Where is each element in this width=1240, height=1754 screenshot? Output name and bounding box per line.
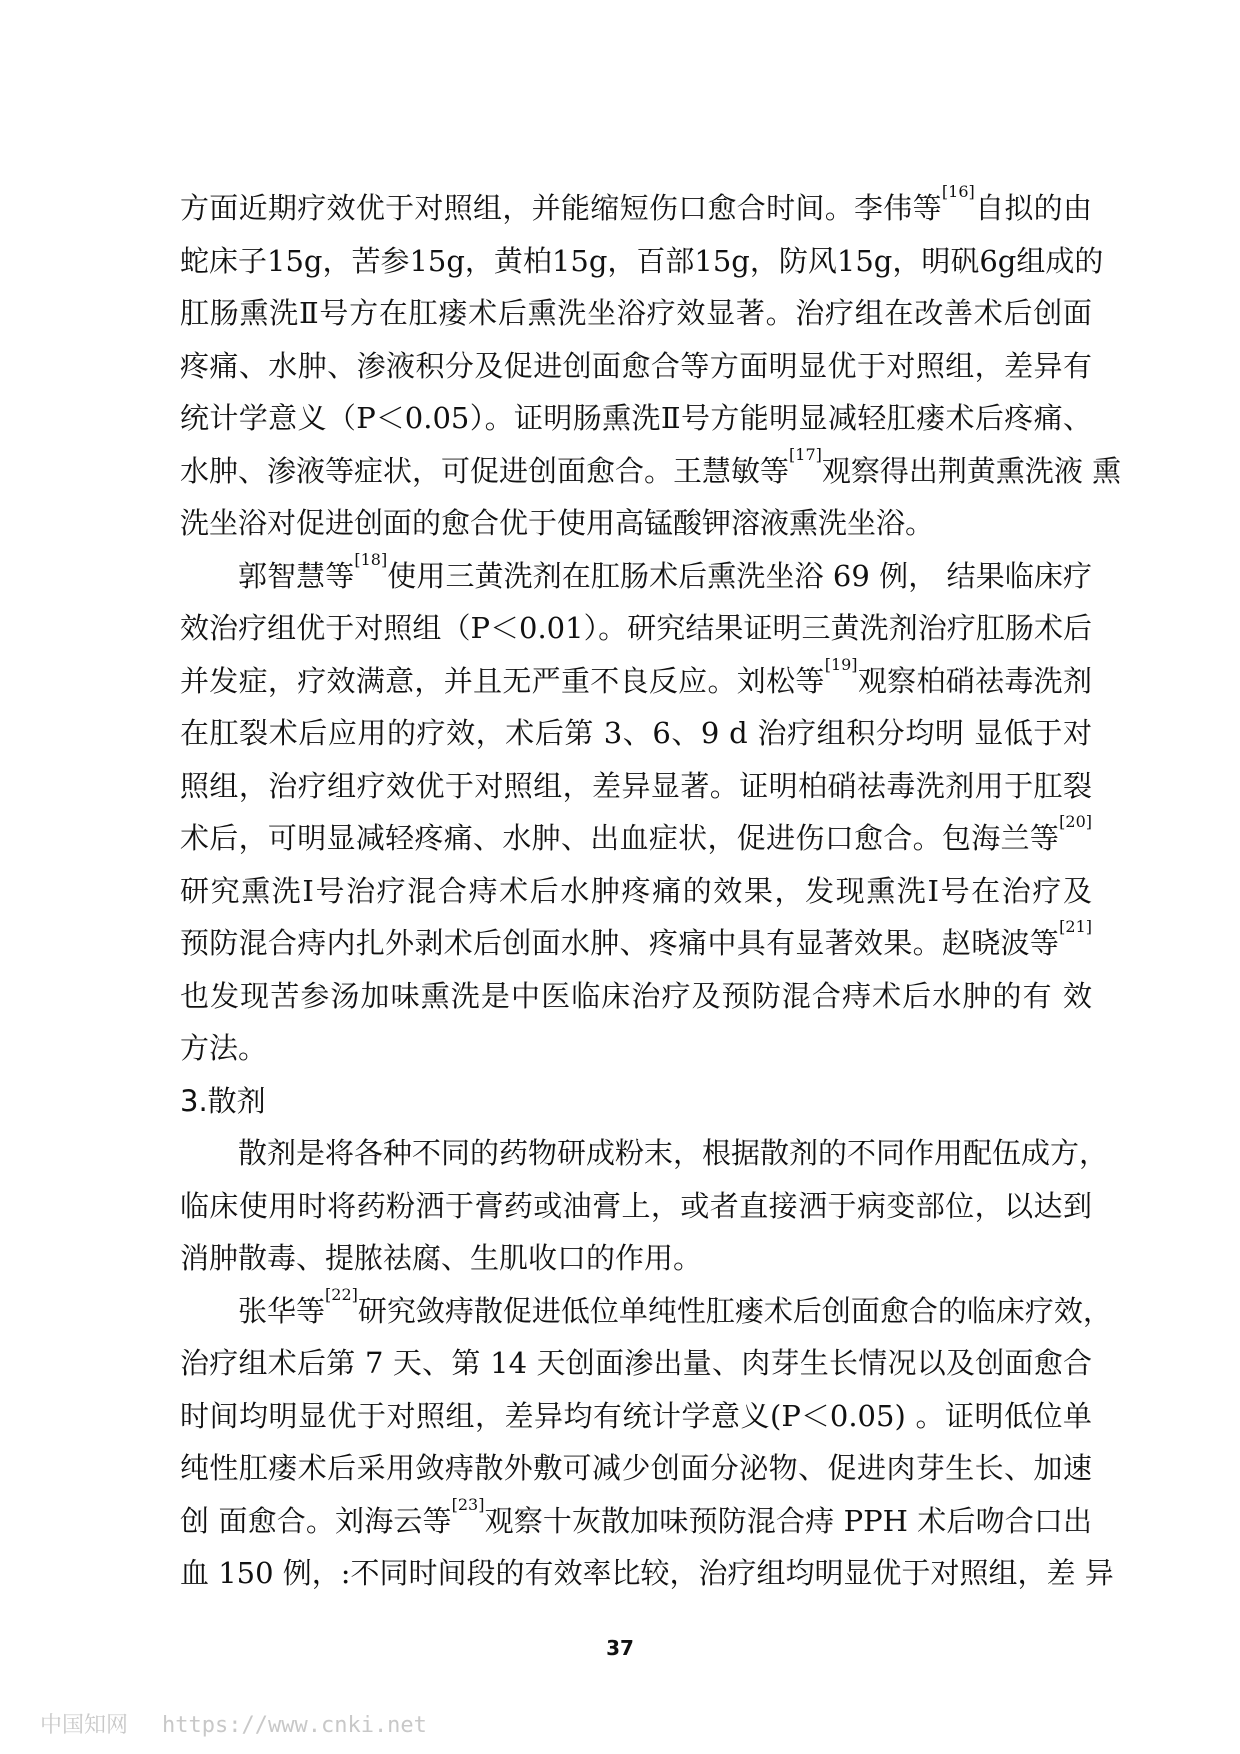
watermark-url: https://www.cnki.net — [162, 1713, 427, 1738]
text-line: 洗坐浴对促进创面的愈合优于使用高锰酸钾溶液熏洗坐浴。 — [180, 506, 935, 540]
text-line: 散剂是将各种不同的药物研成粉末，根据散剂的不同作用配伍成方， — [238, 1136, 1109, 1170]
text-line: 并发症，疗效满意，并且无严重不良反应。刘松等[19]观察柏硝祛毒洗剂 — [180, 654, 1092, 698]
text-line: 研究熏洗Ⅰ号治疗混合痔术后水肿疼痛的效果，发现熏洗Ⅰ号在治疗及 — [180, 873, 1092, 908]
text-line: 统计学意义（P＜0.05）。证明肠熏洗Ⅱ号方能明显减轻肛瘘术后疼痛、 — [180, 401, 1092, 435]
text-line: 水肿、渗液等症状，可促进创面愈合。王慧敏等[17]观察得出荆黄熏洗液 熏 — [180, 444, 1122, 488]
text-line: 纯性肛瘘术后采用敛痔散外敷可减少创面分泌物、促进肉芽生长、加速 — [180, 1451, 1092, 1485]
text-line: 消肿散毒、提脓祛腐、生肌收口的作用。 — [180, 1241, 703, 1275]
text-line: 方面近期疗效优于对照组，并能缩短伤口愈合时间。李伟等[16]自拟的由 — [180, 182, 1092, 225]
text-line: 预防混合痔内扎外剥术后创面水肿、疼痛中具有显著效果。赵晓波等[21] — [180, 917, 1092, 960]
watermark — [40, 1708, 461, 1739]
text-line: 时间均明显优于对照组，差异均有统计学意义(P＜0.05) 。证明低位单 — [180, 1398, 1092, 1433]
text-line: 也发现苦参汤加味熏洗是中医临床治疗及预防混合痔术后水肿的有 效 — [180, 978, 1092, 1013]
text-line: 血 150 例，:不同时间段的有效率比较，治疗组均明显优于对照组，差 异 — [180, 1556, 1114, 1590]
text-line: 临床使用时将药粉洒于膏药或油膏上，或者直接洒于病变部位，以达到 — [180, 1188, 1092, 1223]
text-line: 疼痛、水肿、渗液积分及促进创面愈合等方面明显优于对照组，差异有 — [180, 348, 1092, 383]
section-heading: 3.散剂 — [180, 1083, 266, 1118]
text-line: 郭智慧等[18]使用三黄洗剂在肛肠术后熏洗坐浴 69 例， 结果临床疗 — [238, 549, 1092, 593]
text-line: 肛肠熏洗Ⅱ号方在肛瘘术后熏洗坐浴疗效显著。治疗组在改善术后创面 — [180, 296, 1092, 330]
text-line: 效治疗组优于对照组（P＜0.01）。研究结果证明三黄洗剂治疗肛肠术后 — [180, 611, 1092, 645]
text-line: 方法。 — [180, 1031, 268, 1065]
watermark-site: 中国知网 — [40, 1713, 129, 1738]
body-text — [180, 182, 1122, 1600]
text-line: 照组，治疗组疗效优于对照组，差异显著。证明柏硝祛毒洗剂用于肛裂 — [180, 768, 1092, 803]
text-line: 术后，可明显减轻疼痛、水肿、出血症状，促进伤口愈合。包海兰等[20] — [180, 812, 1092, 855]
text-line: 治疗组术后第 7 天、第 14 天创面渗出量、肉芽生长情况以及创面愈合 — [180, 1346, 1092, 1380]
text-line: 张华等[22]研究敛痔散促进低位单纯性肛瘘术后创面愈合的临床疗效， — [238, 1284, 1112, 1328]
text-line: 蛇床子15g，苦参15g，黄柏15g，百部15g，防风15g，明矾6g组成的 — [180, 243, 1104, 278]
text-line: 在肛裂术后应用的疗效，术后第 3、6、9 d 治疗组积分均明 显低于对 — [180, 716, 1092, 750]
page-number: 37 — [606, 1636, 634, 1660]
text-line: 创 面愈合。刘海云等[23]观察十灰散加味预防混合痔 PPH 术后吻合口出 — [180, 1494, 1092, 1538]
